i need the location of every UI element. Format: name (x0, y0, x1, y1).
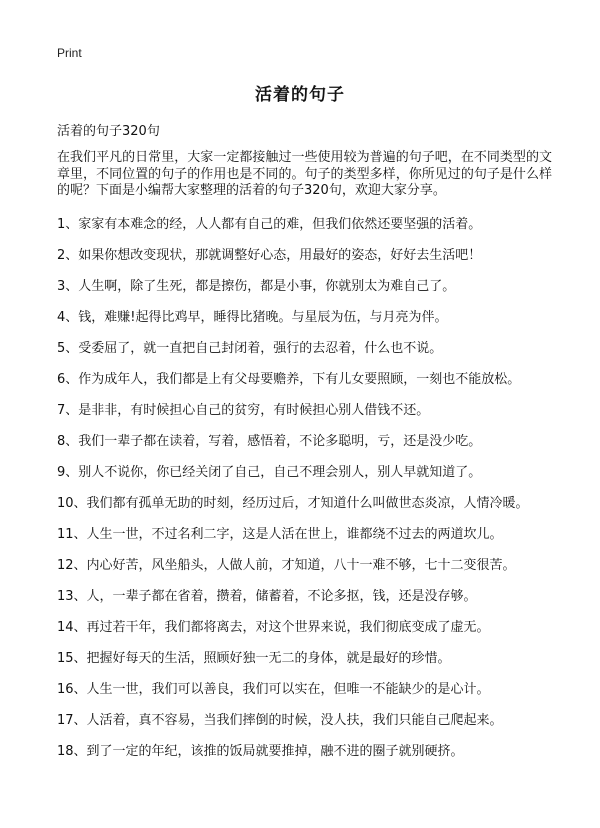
list-item: 1、家家有本难念的经，人人都有自己的难，但我们依然还要坚强的活着。 (57, 217, 482, 232)
page-subtitle: 活着的句子320句 (57, 124, 160, 139)
list-item: 11、人生一世，不过名利二字，这是人活在世上，谁都绕不过去的两道坎儿。 (57, 527, 503, 542)
list-item: 9、别人不说你，你已经关闭了自己，自己不理会别人，别人早就知道了。 (57, 465, 482, 480)
list-item: 5、受委屈了，就一直把自己封闭着，强行的去忍着，什么也不说。 (57, 341, 443, 356)
sentence-list (57, 215, 557, 773)
list-item: 17、人活着，真不容易，当我们摔倒的时候，没人扶，我们只能自己爬起来。 (57, 713, 503, 728)
page-title: 活着的句子 (255, 85, 345, 105)
list-item: 8、我们一辈子都在读着，写着，感悟着，不论多聪明，亏，还是没少吃。 (57, 434, 482, 449)
list-item: 10、我们都有孤单无助的时刻，经历过后，才知道什么叫做世态炎凉，人情冷暖。 (57, 496, 529, 511)
list-item: 16、人生一世，我们可以善良，我们可以实在，但唯一不能缺少的是心计。 (57, 682, 490, 697)
list-item: 7、是非非，有时候担心自己的贫穷，有时候担心别人借钱不还。 (57, 403, 430, 418)
list-item: 18、到了一定的年纪，该推的饭局就要推掉，融不进的圈子就别硬挤。 (57, 744, 464, 759)
list-item: 3、人生啊，除了生死，都是擦伤，都是小事，你就别太为难自己了。 (57, 279, 456, 294)
list-item: 14、再过若干年，我们都将离去，对这个世界来说，我们彻底变成了虚无。 (57, 620, 490, 635)
print-link[interactable]: Print (57, 46, 82, 60)
intro-paragraph: 在我们平凡的日常里，大家一定都接触过一些使用较为普遍的句子吧，在不同类型的文章里，不同位置的句子的作用也是不同的。句子的类型多样，你所见过的句子是什么样的呢？下面是小编帮大家整理的活着的句子320句，欢迎大家分享。 (57, 150, 552, 198)
list-item: 4、钱，难赚!起得比鸡早，睡得比猪晚。与星辰为伍，与月亮为伴。 (57, 310, 448, 325)
list-item: 12、内心好苦，风坐船头，人做人前，才知道，八十一难不够，七十二变很苦。 (57, 558, 516, 573)
list-item: 15、把握好每天的生活，照顾好独一无二的身体，就是最好的珍惜。 (57, 651, 451, 666)
list-item: 6、作为成年人，我们都是上有父母要赡养，下有儿女要照顾，一刻也不能放松。 (57, 372, 521, 387)
list-item: 13、人，一辈子都在省着，攒着，储蓄着，不论多抠，钱，还是没存够。 (57, 589, 477, 604)
list-item: 2、如果你想改变现状，那就调整好心态，用最好的姿态，好好去生活吧！ (57, 248, 482, 263)
